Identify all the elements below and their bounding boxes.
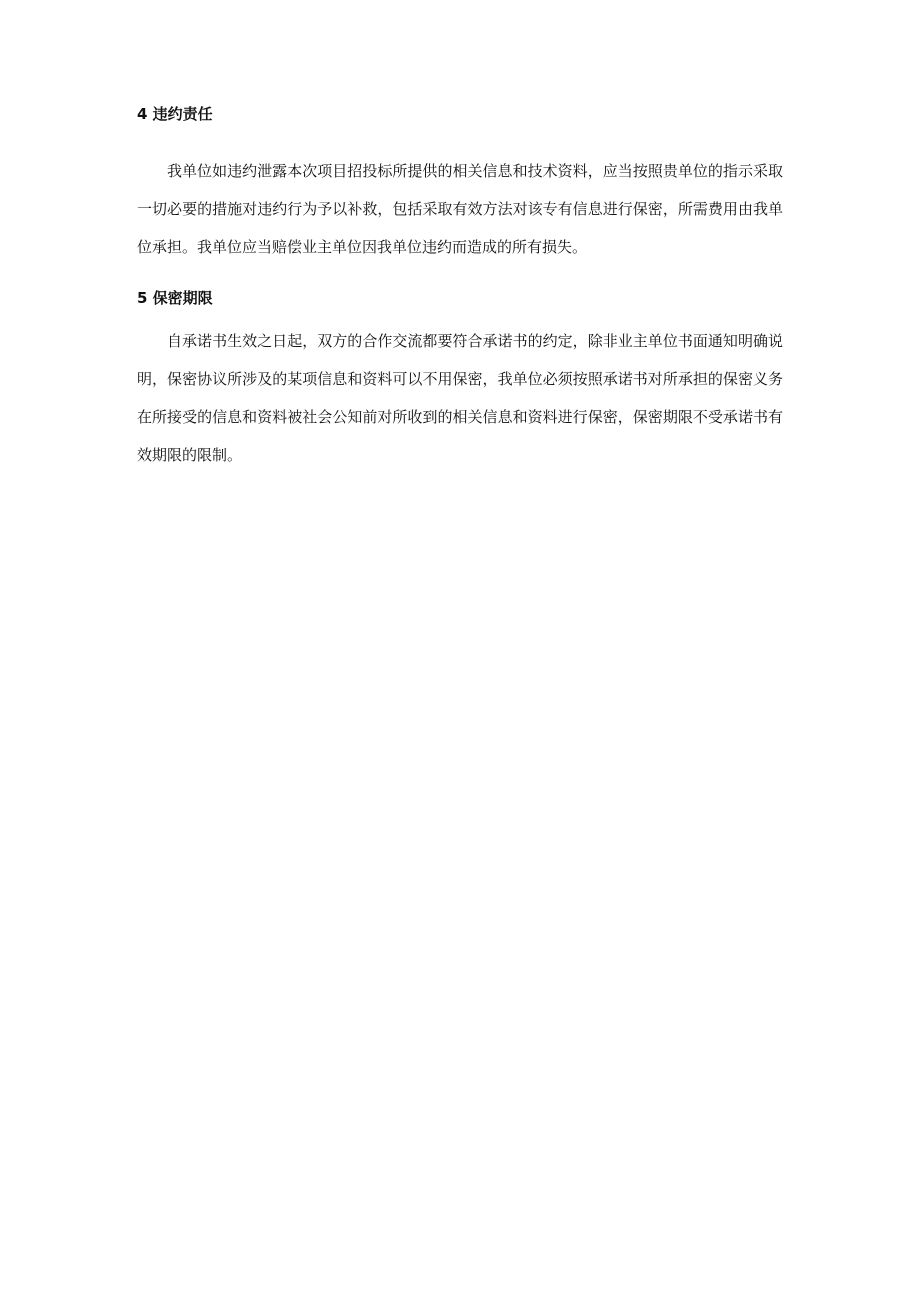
spacer	[137, 312, 783, 322]
section-heading-confidentiality-period: 5 保密期限	[137, 289, 213, 307]
section-heading-breach-liability: 4 违约责任	[137, 105, 213, 123]
spacer	[137, 128, 783, 152]
section-paragraph-confidentiality-period: 自承诺书生效之日起，双方的合作交流都要符合承诺书的约定，除非业主单位书面通知明确说明，保密协议所涉及的某项信息和资料可以不用保密，我单位必须按照承诺书对所承担的保密义务在所接受的信息和资料被社会公知前对所收到的相关信息和资料进行保密，保密期限不受承诺书有效期限的限制。	[137, 332, 783, 464]
document-body	[137, 100, 783, 474]
spacer	[137, 266, 783, 284]
section-paragraph-breach-liability: 我单位如违约泄露本次项目招投标所提供的相关信息和技术资料，应当按照贵单位的指示采取一切必要的措施对违约行为予以补救，包括采取有效方法对该专有信息进行保密，所需费用由我单位承担。我单位应当赔偿业主单位因我单位违约而造成的所有损失。	[137, 162, 783, 256]
